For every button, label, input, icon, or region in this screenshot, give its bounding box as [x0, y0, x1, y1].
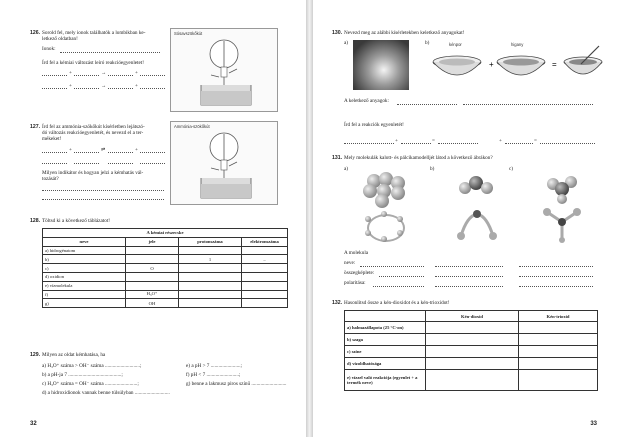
table-row: d) vízoldhatósága	[345, 358, 598, 370]
polarity-label: polaritása:	[344, 280, 366, 286]
table-row: c) színe	[345, 346, 598, 358]
answer-line[interactable]	[140, 75, 165, 76]
right-page	[313, 0, 619, 437]
answer-item[interactable]: b) a pH-ja 7 .........................................;	[42, 372, 123, 378]
answer-item[interactable]: a) H₃O⁺ száma > OH⁻ száma ...........................;	[42, 363, 142, 369]
flask-apparatus-icon	[171, 122, 277, 204]
question-number: 126.	[30, 30, 41, 36]
table-row: b) szaga	[345, 334, 598, 346]
table-row: g) OH	[43, 299, 288, 308]
answer-line[interactable]	[60, 52, 160, 53]
column-header: elektronszáma	[242, 237, 288, 246]
svg-text:+: +	[489, 60, 494, 69]
answer-line[interactable]	[74, 152, 99, 153]
figure-label: c)	[509, 166, 514, 172]
table-row: f) H₃O⁺	[43, 290, 288, 299]
answer-line[interactable]	[42, 199, 164, 200]
column-header: Kén-dioxid	[426, 311, 519, 322]
answer-line[interactable]	[540, 143, 595, 144]
answer-line[interactable]	[401, 143, 431, 144]
equals-sign: =	[534, 138, 537, 144]
plus-sign: +	[395, 138, 398, 144]
answer-item[interactable]: c) H₃O⁺ száma = OH⁻ száma .........................;	[42, 381, 139, 387]
answer-line[interactable]	[463, 104, 593, 105]
figure-caption: Sósavszökőkút	[174, 31, 203, 36]
arrow-icon: →	[101, 70, 107, 76]
table-row: a) halmazállapota (25 °C-on)	[345, 322, 598, 334]
table-row: e) vízzel való reakciója (egyenlet + a termék neve)	[345, 370, 598, 391]
answer-line[interactable]	[140, 152, 165, 153]
fountain-figure-hcl	[170, 28, 278, 112]
answer-line[interactable]	[140, 163, 165, 164]
fountain-figure-ammonia	[170, 121, 278, 205]
bowl-diagram	[431, 42, 603, 86]
answer-line[interactable]	[435, 266, 503, 267]
figure-label: a)	[344, 166, 349, 172]
figure-label: a)	[344, 40, 349, 46]
sulfur-oxides-table	[344, 310, 598, 391]
answer-line[interactable]	[438, 143, 478, 144]
name-label: neve:	[344, 260, 356, 266]
column-header: jele	[126, 237, 179, 246]
question-text: letkező oldatban!	[42, 36, 78, 42]
question-text: Írd fel az ammónia-szökőkút kísérletben lejátszó-	[42, 124, 145, 130]
answer-line[interactable]	[519, 286, 593, 287]
table-row: e) vízmolekula	[43, 281, 288, 290]
answer-line[interactable]	[108, 152, 133, 153]
column-header: protonszáma	[179, 237, 242, 246]
answer-line[interactable]	[108, 88, 133, 89]
left-page	[0, 0, 306, 437]
arrow-icon: →	[101, 83, 107, 89]
products-label: A keletkező anyagok:	[344, 98, 389, 104]
answer-line[interactable]	[435, 286, 503, 287]
bowl-caption: kénpor	[449, 42, 462, 47]
answer-line[interactable]	[42, 190, 164, 191]
bowl-caption: higany	[511, 42, 524, 47]
answer-line[interactable]	[74, 163, 99, 164]
answer-item[interactable]: f) pH < 7 .........................;	[186, 372, 241, 378]
column-header: Kén-trioxid	[519, 311, 598, 322]
svg-text:=: =	[552, 60, 557, 69]
bowl-icons	[431, 42, 603, 86]
flask-apparatus-icon	[171, 29, 277, 111]
answer-line[interactable]	[74, 75, 99, 76]
plus-sign: +	[499, 138, 502, 144]
question-text: Milyen indikátor és hogyan jelzi a kémhatás vál-	[42, 170, 144, 176]
answer-line[interactable]	[74, 88, 99, 89]
answer-line[interactable]	[344, 143, 394, 144]
answer-line[interactable]	[379, 276, 424, 277]
answer-line[interactable]	[505, 143, 533, 144]
answer-line[interactable]	[435, 276, 503, 277]
answer-line[interactable]	[42, 88, 67, 89]
answer-line[interactable]	[140, 88, 165, 89]
equation-prompt: Írd fel a kémiai változást leíró reakcióegyenletet!	[42, 60, 144, 66]
question-number: 129.	[30, 352, 41, 358]
answer-line[interactable]	[108, 75, 133, 76]
molecule-model-b	[453, 170, 503, 246]
column-header: neve	[43, 237, 126, 246]
formula-label: összegképlete:	[344, 270, 375, 276]
answer-line[interactable]	[108, 163, 133, 164]
molecule-model-a	[353, 170, 423, 246]
plus-sign: +	[135, 147, 138, 153]
answer-item[interactable]: g) benne a lakmusz piros színű ...........................	[186, 381, 287, 387]
plus-sign: +	[135, 70, 138, 76]
figure-caption: Ammónia-szökőkút	[174, 124, 210, 129]
molecule-heading: A molekula	[344, 250, 369, 256]
answer-line[interactable]	[42, 152, 67, 153]
figure-label: b)	[425, 40, 430, 46]
table-row: d) oxidion	[43, 272, 288, 281]
page-number: 33	[590, 421, 597, 427]
experiment-photo	[353, 40, 409, 90]
question-text: Sorold fel, mely ionok találhatók a lombikban ke-	[42, 30, 146, 36]
plus-sign: +	[135, 83, 138, 89]
question-text: Mely molekulák kalott- és pálcikamodelljét látod a következő ábrákon?	[344, 155, 493, 161]
equilibrium-arrow-icon: ⇌	[101, 147, 106, 153]
question-number: 130.	[332, 30, 343, 36]
book-gutter	[306, 0, 313, 437]
answer-line[interactable]	[519, 266, 593, 267]
question-text: Nevezd meg az alábbi kísérletekben keletkező anyagokat!	[344, 30, 465, 36]
question-text: dó változás reakcióegyenletét, és nevezd el a ter-	[42, 130, 144, 136]
plus-sign: +	[69, 70, 72, 76]
figure-label: b)	[430, 166, 435, 172]
equals-sign: =	[432, 138, 435, 144]
answer-line[interactable]	[397, 104, 457, 105]
molecule-model-c	[539, 170, 589, 246]
question-text: tozását?	[42, 176, 59, 182]
question-number: 128.	[30, 218, 41, 224]
answer-item[interactable]: e) a pH > 7 .......................;	[186, 363, 242, 369]
answer-line[interactable]	[42, 163, 67, 164]
plus-sign: +	[69, 83, 72, 89]
question-text: Hasonlítsd össze a kén-dioxidot és a kén-trioxidot!	[344, 300, 450, 306]
answer-line[interactable]	[360, 266, 424, 267]
answer-line[interactable]	[42, 75, 67, 76]
question-text: mékeket!	[42, 136, 62, 142]
equation-prompt: Írd fel a reakciók egyenletét!	[344, 122, 404, 128]
plus-sign: +	[69, 147, 72, 153]
answer-line[interactable]	[519, 276, 593, 277]
answer-line[interactable]	[373, 286, 424, 287]
question-number: 132.	[332, 300, 343, 306]
question-number: 131.	[332, 155, 343, 161]
table-row: b) 1 –	[43, 255, 288, 264]
ions-label: Ionok:	[42, 46, 56, 52]
table-title: A kémiai részecske	[43, 229, 288, 238]
page-number: 32	[30, 421, 37, 427]
answer-item[interactable]: d) a hidroxidionok vannak benne túlsúlyban ...........................	[42, 390, 170, 396]
table-row: a) hidrogénatom	[43, 246, 288, 255]
question-text: Töltsd ki a következő táblázatot!	[42, 218, 110, 224]
particle-table	[42, 228, 288, 308]
question-text: Milyen az oldat kémhatása, ha	[42, 352, 106, 358]
table-row: c) O	[43, 264, 288, 273]
question-number: 127.	[30, 124, 41, 130]
